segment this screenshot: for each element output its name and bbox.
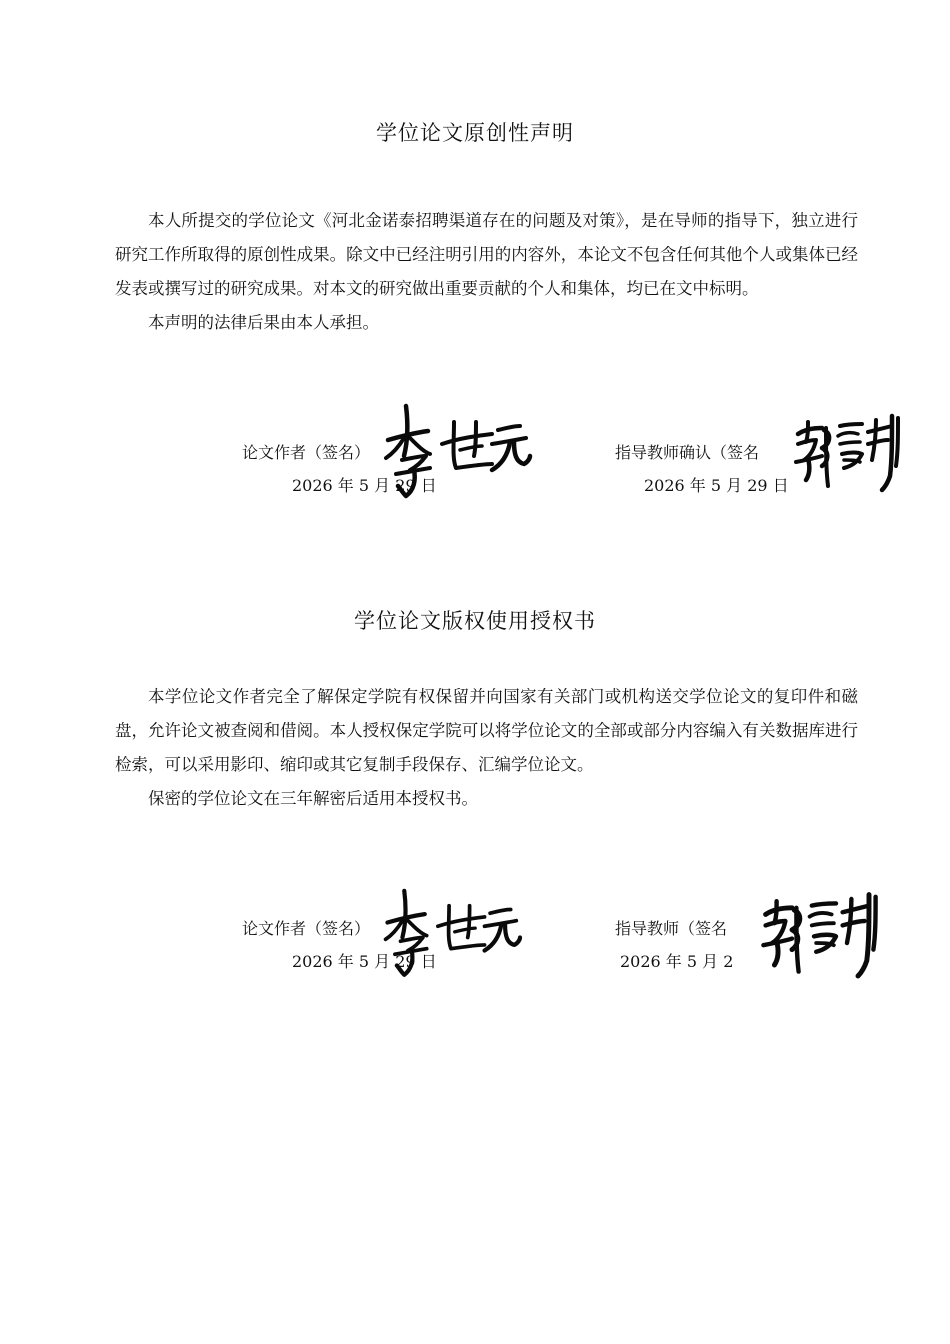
originality-paragraph-2: 本声明的法律后果由本人承担。 xyxy=(148,313,379,332)
authorization-advisor-date: 2026 年 5 月 2 xyxy=(620,952,734,971)
authorization-paragraph-2: 保密的学位论文在三年解密后适用本授权书。 xyxy=(148,789,478,808)
authorization-title: 学位论文版权使用授权书 xyxy=(354,609,596,633)
originality-advisor-date: 2026 年 5 月 29 日 xyxy=(644,476,789,495)
authorization-author-label: 论文作者（签名） xyxy=(242,919,371,938)
originality-paragraph-1: 本人所提交的学位论文《河北金诺泰招聘渠道存在的问题及对策》，是在导师的指导下，独立进行研究工作所取得的原创性成果。除文中已经注明引用的内容外，本论文不包含任何其他个人或集体已经发表或撰写过的研究成果。对本文的研究做出重要贡献的个人和集体，均已在文中标明。 xyxy=(115,211,858,298)
originality-author-label: 论文作者（签名） xyxy=(242,443,371,462)
authorization-paragraph-1: 本学位论文作者完全了解保定学院有权保留并向国家有关部门或机构送交学位论文的复印件和磁盘，允许论文被查阅和借阅。本人授权保定学院可以将学位论文的全部或部分内容编入有关数据库进行检索，可以采用影印、缩印或其它复制手段保存、汇编学位论文。 xyxy=(115,687,858,774)
originality-title: 学位论文原创性声明 xyxy=(376,121,574,145)
originality-author-date: 2026 年 5 月 29 日 xyxy=(292,476,437,495)
advisor-signature xyxy=(752,888,887,976)
authorization-body xyxy=(115,680,858,816)
advisor-signature xyxy=(792,410,902,490)
originality-body xyxy=(115,204,858,340)
authorization-advisor-label: 指导教师（签名 xyxy=(615,919,728,938)
originality-advisor-label: 指导教师确认（签名 xyxy=(615,443,760,462)
author-signature xyxy=(380,882,520,978)
authorization-author-date: 2026 年 5 月 29 日 xyxy=(292,952,437,971)
author-signature xyxy=(380,398,530,498)
